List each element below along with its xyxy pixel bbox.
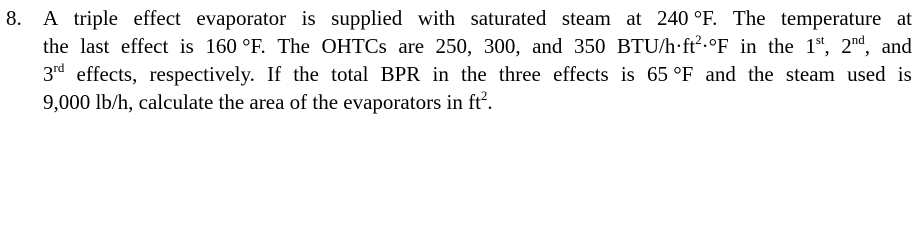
statement-line-1	[43, 4, 912, 32]
word: last	[80, 34, 110, 58]
word: is	[897, 62, 912, 86]
word: evaporator	[196, 6, 287, 30]
word: respectively.	[149, 62, 255, 86]
statement-line-2	[43, 32, 912, 60]
word: effect	[120, 34, 169, 58]
ordinal-third	[43, 60, 64, 88]
word: supplied	[331, 6, 403, 30]
word: in	[432, 62, 449, 86]
word: used	[847, 62, 886, 86]
ordinal-suffix: st	[815, 32, 825, 47]
word: total	[331, 62, 369, 86]
word: A	[43, 6, 59, 30]
punctuation: ,	[864, 34, 871, 58]
word: the	[748, 62, 774, 86]
word: and	[881, 34, 912, 58]
word: at	[626, 6, 642, 30]
word: is	[620, 62, 635, 86]
problem-number: 8.	[6, 6, 22, 30]
word: saturated	[470, 6, 547, 30]
ordinal-number: 2	[841, 34, 852, 58]
ohtc-value: 250,	[435, 34, 473, 58]
area-unit-exponent: 2	[480, 88, 488, 103]
word: steam	[785, 62, 835, 86]
word: BPR	[380, 62, 421, 86]
punctuation: ,	[824, 34, 830, 58]
statement-line-3	[43, 60, 912, 88]
word: The	[277, 34, 310, 58]
word: OHTCs	[321, 34, 387, 58]
last-effect-temperature: 160 °F.	[205, 34, 266, 58]
word: the	[293, 62, 319, 86]
ordinal-first	[805, 32, 829, 60]
word: at	[896, 6, 912, 30]
problem-statement	[43, 4, 912, 116]
word: with	[417, 6, 456, 30]
word: is	[301, 6, 316, 30]
bpr-value: 65 °F	[647, 62, 694, 86]
word: is	[179, 34, 194, 58]
ohtc-value: 300,	[483, 34, 521, 58]
word: effect	[133, 6, 181, 30]
word: effects	[553, 62, 609, 86]
word: the	[768, 34, 794, 58]
problem-8	[6, 4, 912, 116]
word: If	[267, 62, 282, 86]
word: effects,	[76, 62, 138, 86]
word: triple	[73, 6, 118, 30]
word: the	[461, 62, 487, 86]
punctuation: .	[487, 90, 493, 114]
unit-tail: ·°F	[701, 34, 729, 58]
unit-exponent: 2	[695, 32, 702, 47]
ordinal-second	[841, 32, 870, 60]
ohtc-value: 350	[573, 34, 606, 58]
statement-line-4	[43, 88, 912, 116]
ordinal-number: 1	[805, 34, 816, 58]
word: and	[705, 62, 736, 86]
unit-base: BTU/h·ft	[617, 34, 696, 58]
ordinal-suffix: nd	[851, 32, 865, 47]
ordinal-number: 3	[43, 62, 54, 86]
word: in	[740, 34, 757, 58]
ordinal-suffix: rd	[53, 60, 65, 75]
word: are	[398, 34, 425, 58]
ohtc-unit	[617, 32, 729, 60]
steam-temperature: 240 °F.	[657, 6, 718, 30]
word: steam	[561, 6, 611, 30]
final-sentence: 9,000 lb/h, calculate the area of the evaporators in ft	[43, 90, 481, 114]
word: temperature	[781, 6, 882, 30]
word: the	[43, 34, 69, 58]
word: three	[498, 62, 541, 86]
word: The	[732, 6, 766, 30]
word: and	[532, 34, 563, 58]
